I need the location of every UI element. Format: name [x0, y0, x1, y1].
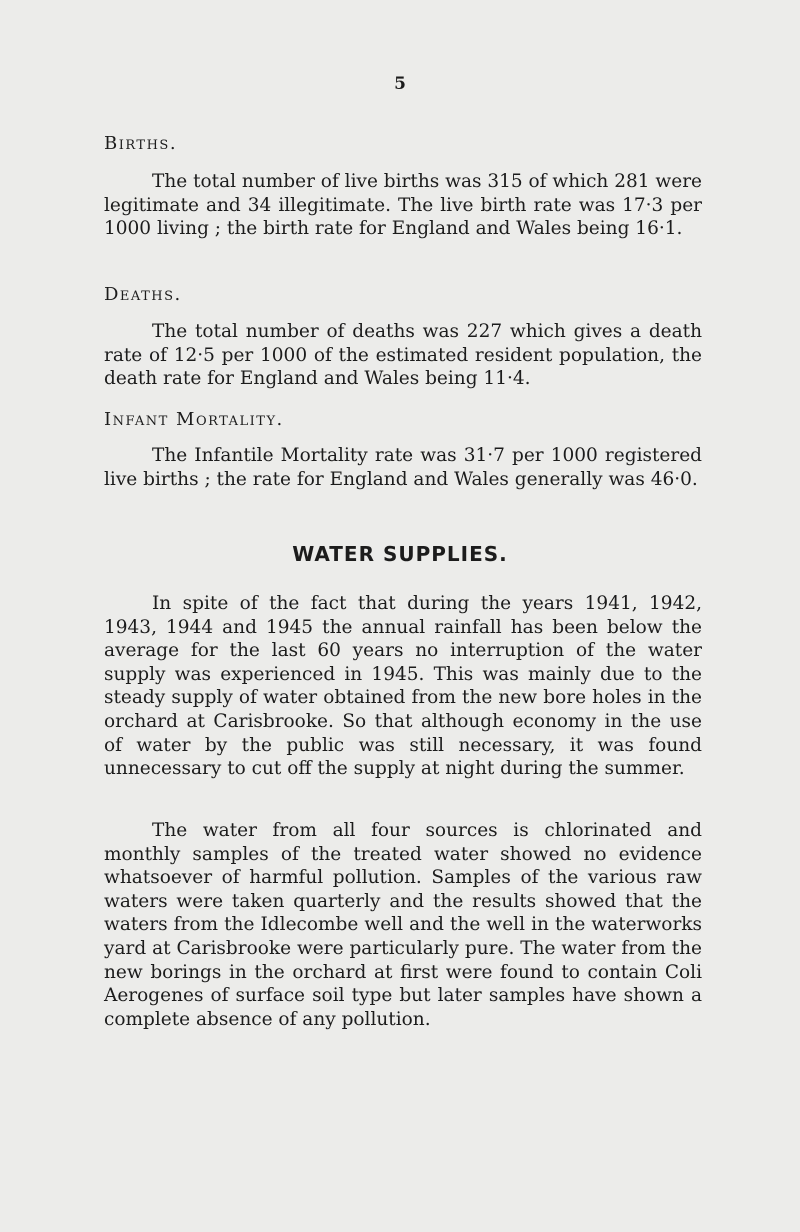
water-supplies-body-2 — [104, 819, 702, 1031]
water-supplies-title: WATER SUPPLIES. — [292, 542, 508, 566]
water-supplies-paragraph-1: In spite of the fact that during the years 1941, 1942, 1943, 1944 and 1945 the annual rainfall has been below the average for the last 60 years no interruption of the water supply was experienced in 1945. This was mainly due to the steady supply of water obtained from the new bore holes in the orchard at Carisbrooke. So that although economy in the use of water by the public was still necessary, it was found unnecessary to cut off the supply at night during the summer. — [104, 593, 702, 780]
births-section — [104, 133, 702, 154]
deaths-heading: Deaths. — [104, 284, 182, 305]
infant-mortality-heading: Infant Mortality. — [104, 409, 284, 430]
births-paragraph: The total number of live births was 315 of which 281 were legitimate and 34 illegitimate. The live birth rate was 17·3 per 1000 living ; the birth rate for England and Wales being 16·1. — [104, 171, 702, 240]
water-supplies-paragraph-2: The water from all four sources is chlorinated and monthly samples of the treated water showed no evidence whatsoever of harmful pollution. Samples of the various raw waters were taken quarterly and the results showed that the waters from the Idlecombe well and the well in the waterworks yard at Carisbrooke were particularly pure. The water from the new borings in the orchard at first were found to contain Coli Aerogenes of surface soil type but later samples have shown a complete absence of any pollution. — [104, 820, 702, 1030]
infant-mortality-body — [104, 444, 702, 491]
births-heading: Births. — [104, 133, 178, 154]
deaths-section — [104, 284, 702, 305]
births-body — [104, 170, 702, 241]
deaths-body — [104, 320, 702, 391]
deaths-paragraph: The total number of deaths was 227 which gives a death rate of 12·5 per 1000 of the estimated resident population, the death rate for England and Wales being 11·4. — [104, 321, 702, 390]
water-supplies-body-1 — [104, 592, 702, 781]
page-number: 5 — [394, 74, 406, 94]
infant-mortality-section — [104, 409, 702, 430]
infant-mortality-paragraph: The Infantile Mortality rate was 31·7 per 1000 registered live births ; the rate for England and Wales generally was 46·0. — [104, 445, 702, 490]
